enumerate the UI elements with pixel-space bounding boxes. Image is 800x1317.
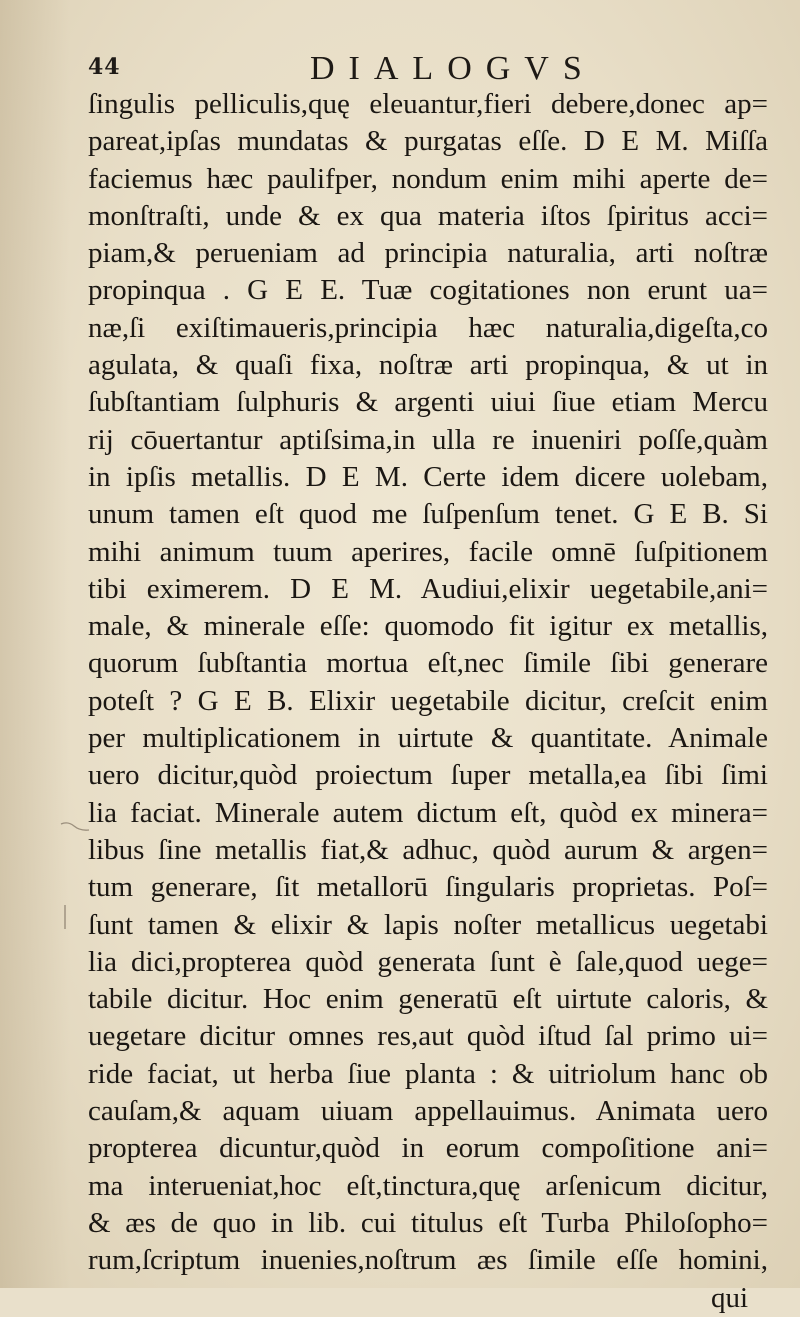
text-line: rum,ſcriptum inuenies,noſtrum æs ſimile eſſe homini, (88, 1244, 768, 1277)
body-text (88, 86, 768, 1317)
text-line: mihi animum tuum aperires, facile omnē ſuſpitionem (88, 535, 768, 568)
text-line: lia faciat. Minerale autem dictum eſt, quòd ex minera= (88, 796, 768, 829)
text-line: tum generare, ſit metallorū ſingularis proprietas. Poſ= (88, 871, 768, 904)
margin-mark (64, 905, 66, 929)
text-line: in ipſis metallis. D E M. Certe idem dicere uolebam, (88, 460, 768, 493)
text-line: propinqua . G E E. Tuæ cogitationes non erunt ua= (88, 274, 768, 307)
text-line: propterea dicuntur,quòd in eorum compoſitione ani= (88, 1132, 768, 1165)
text-line: libus ſine metallis fiat,& adhuc, quòd aurum & argen= (88, 833, 768, 866)
text-line: næ,ſi exiſtimaueris,principia hæc naturalia,digeſta,co (88, 311, 768, 344)
text-line: rij cōuertantur aptiſsima,in ulla re inueniri poſſe,quàm (88, 423, 768, 456)
running-head (80, 50, 760, 90)
text-line: uegetare dicitur omnes res,aut quòd iſtud ſal primo ui= (88, 1020, 768, 1053)
text-line: ſubſtantiam ſulphuris & argenti uiui ſiue etiam Mercu (88, 386, 768, 419)
text-line: cauſam,& aquam uiuam appellauimus. Animata uero (88, 1095, 768, 1128)
text-line: per multiplicationem in uirtute & quantitate. Animale (88, 722, 768, 755)
text-line: tibi eximerem. D E M. Audiui,elixir uegetabile,ani= (88, 572, 768, 605)
text-line: male, & minerale eſſe: quomodo fit igitur ex metallis, (88, 610, 768, 643)
text-line: qui (710, 1281, 748, 1314)
running-title: DIALOGVS (310, 50, 596, 87)
text-line: poteſt ? G E B. Elixir uegetabile dicitur, creſcit enim (88, 684, 768, 717)
text-line: faciemus hæc paulifper, nondum enim mihi aperte de= (88, 162, 768, 195)
page-number: 44 (88, 54, 121, 80)
text-line: & æs de quo in lib. cui titulus eſt Turba Philoſopho= (88, 1206, 768, 1239)
page-gutter-shadow (0, 0, 70, 1288)
text-line: ma interueniat,hoc eſt,tinctura,quę arſenicum dicitur, (88, 1169, 768, 1202)
text-line: ride faciat, ut herba ſiue planta : & uitriolum hanc ob (88, 1057, 768, 1090)
text-line: agulata, & quaſi fixa, noſtræ arti propinqua, & ut in (88, 349, 768, 382)
text-line: unum tamen eſt quod me ſuſpenſum tenet. G E B. Si (88, 498, 768, 531)
ink-flourish-mark (60, 820, 90, 834)
text-line: ſingulis pelliculis,quę eleuantur,fieri debere,donec ap= (88, 88, 768, 120)
text-line: monſtraſti, unde & ex qua materia iſtos ſpiritus acci= (88, 199, 768, 232)
text-line: lia dici,propterea quòd generata ſunt è ſale,quod uege= (88, 945, 768, 978)
text-line: piam,& perueniam ad principia naturalia, arti noſtræ (88, 237, 768, 270)
text-line: ſunt tamen & elixir & lapis noſter metallicus uegetabi (88, 908, 768, 941)
text-line: tabile dicitur. Hoc enim generatū eſt uirtute caloris, & (88, 983, 768, 1016)
text-line: uero dicitur,quòd proiectum ſuper metalla,ea ſibi ſimi (88, 759, 768, 792)
text-line: pareat,ipſas mundatas & purgatas eſſe. D E M. Miſſa (88, 125, 768, 158)
text-line: quorum ſubſtantia mortua eſt,nec ſimile ſibi generare (88, 647, 768, 680)
